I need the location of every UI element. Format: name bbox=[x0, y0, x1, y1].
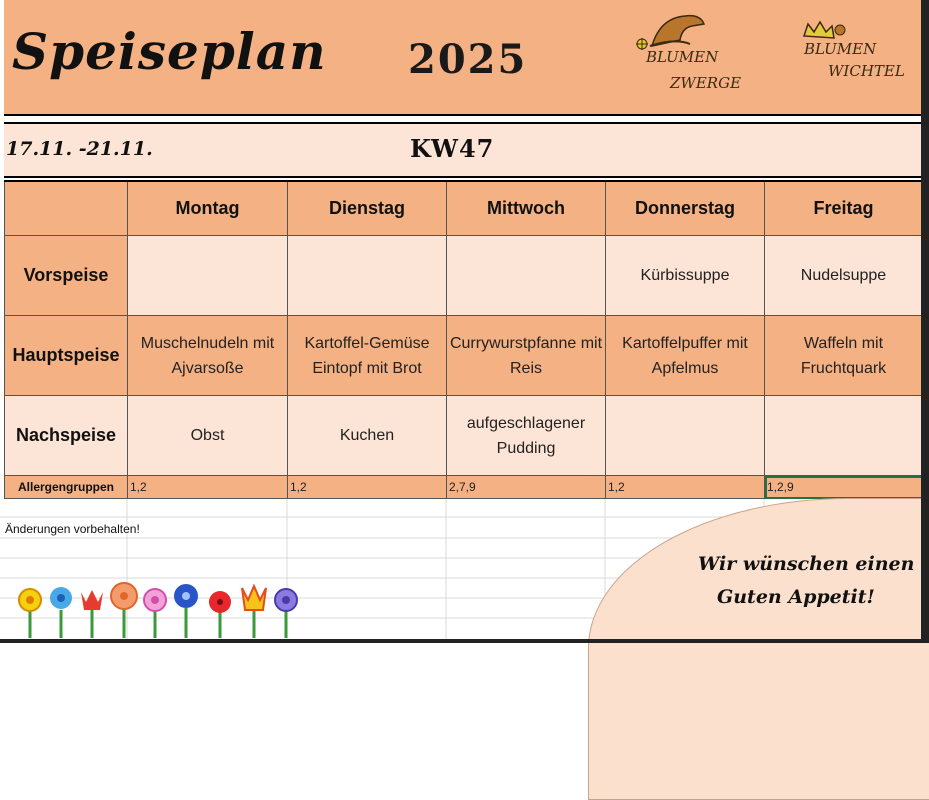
blumen-wichtel-logo bbox=[790, 18, 905, 98]
red-flower-icon bbox=[209, 591, 231, 638]
allergen-label[interactable]: Allergengruppen bbox=[5, 476, 128, 499]
menu-cell[interactable]: Waffeln mit Fruchtquark bbox=[765, 316, 923, 396]
menu-table bbox=[4, 180, 923, 499]
logo-zwerge-line1: BLUMEN bbox=[646, 48, 719, 66]
blue-flower-icon bbox=[50, 587, 72, 638]
day-header[interactable]: Dienstag bbox=[288, 181, 447, 236]
allergen-cell[interactable]: 1,2 bbox=[606, 476, 765, 499]
corner-cell[interactable] bbox=[5, 181, 128, 236]
menu-cell[interactable]: aufgeschlagener Pudding bbox=[447, 396, 606, 476]
menu-cell[interactable]: Kartoffelpuffer mit Apfelmus bbox=[606, 316, 765, 396]
menu-cell[interactable] bbox=[128, 236, 288, 316]
blumen-zwerge-logo bbox=[630, 8, 740, 108]
pink-flower-icon bbox=[144, 589, 166, 638]
allergen-cell[interactable]: 2,7,9 bbox=[447, 476, 606, 499]
day-header[interactable]: Donnerstag bbox=[606, 181, 765, 236]
day-header[interactable]: Mittwoch bbox=[447, 181, 606, 236]
yellow-flower-icon bbox=[19, 589, 41, 638]
day-header[interactable]: Montag bbox=[128, 181, 288, 236]
menu-cell[interactable]: Kuchen bbox=[288, 396, 447, 476]
menu-cell[interactable] bbox=[765, 396, 923, 476]
row-header[interactable]: Hauptspeise bbox=[5, 316, 128, 396]
header-row bbox=[5, 181, 923, 236]
purple-flower-icon bbox=[275, 589, 297, 638]
menu-cell[interactable]: Nudelsuppe bbox=[765, 236, 923, 316]
appetit-line2: Guten Appetit! bbox=[717, 586, 875, 608]
allergen-cell[interactable]: 1,2 bbox=[128, 476, 288, 499]
crown-icon bbox=[790, 18, 890, 98]
table-row bbox=[5, 316, 923, 396]
allergen-cell[interactable]: 1,2 bbox=[288, 476, 447, 499]
flowers-illustration bbox=[14, 580, 309, 640]
row-header[interactable]: Vorspeise bbox=[5, 236, 128, 316]
menu-cell[interactable]: Kürbissuppe bbox=[606, 236, 765, 316]
blue-flower-icon bbox=[174, 584, 198, 638]
week-number: KW47 bbox=[410, 134, 495, 163]
yellow-tulip-icon bbox=[242, 586, 266, 638]
appetit-line1: Wir wünschen einen bbox=[698, 553, 915, 575]
allergen-row bbox=[5, 476, 923, 499]
disclaimer-note: Änderungen vorbehalten! bbox=[5, 522, 140, 536]
menu-cell[interactable]: Obst bbox=[128, 396, 288, 476]
logo-wichtel-line1: BLUMEN bbox=[804, 40, 877, 58]
red-tulip-icon bbox=[81, 590, 103, 638]
logo-zwerge-line2: ZWERGE bbox=[670, 74, 742, 92]
day-header[interactable]: Freitag bbox=[765, 181, 923, 236]
week-date-range: 17.11. -21.11. bbox=[6, 138, 153, 160]
page-title: Speiseplan bbox=[12, 22, 327, 81]
window-frame-bottom bbox=[0, 639, 929, 643]
logo-wichtel-line2: WICHTEL bbox=[828, 62, 905, 80]
table-row bbox=[5, 236, 923, 316]
orange-flower-icon bbox=[111, 583, 137, 638]
table-row bbox=[5, 396, 923, 476]
row-header[interactable]: Nachspeise bbox=[5, 396, 128, 476]
window-frame-right bbox=[921, 0, 929, 643]
menu-cell[interactable]: Muschelnudeln mit Ajvarsoße bbox=[128, 316, 288, 396]
allergen-cell-selected[interactable]: 1,2,9 bbox=[765, 476, 923, 499]
year-label: 2025 bbox=[408, 36, 528, 83]
menu-cell[interactable]: Kartoffel-Gemüse Eintopf mit Brot bbox=[288, 316, 447, 396]
menu-cell[interactable] bbox=[447, 236, 606, 316]
menu-cell[interactable] bbox=[288, 236, 447, 316]
menu-cell[interactable] bbox=[606, 396, 765, 476]
menu-cell[interactable]: Currywurstpfanne mit Reis bbox=[447, 316, 606, 396]
